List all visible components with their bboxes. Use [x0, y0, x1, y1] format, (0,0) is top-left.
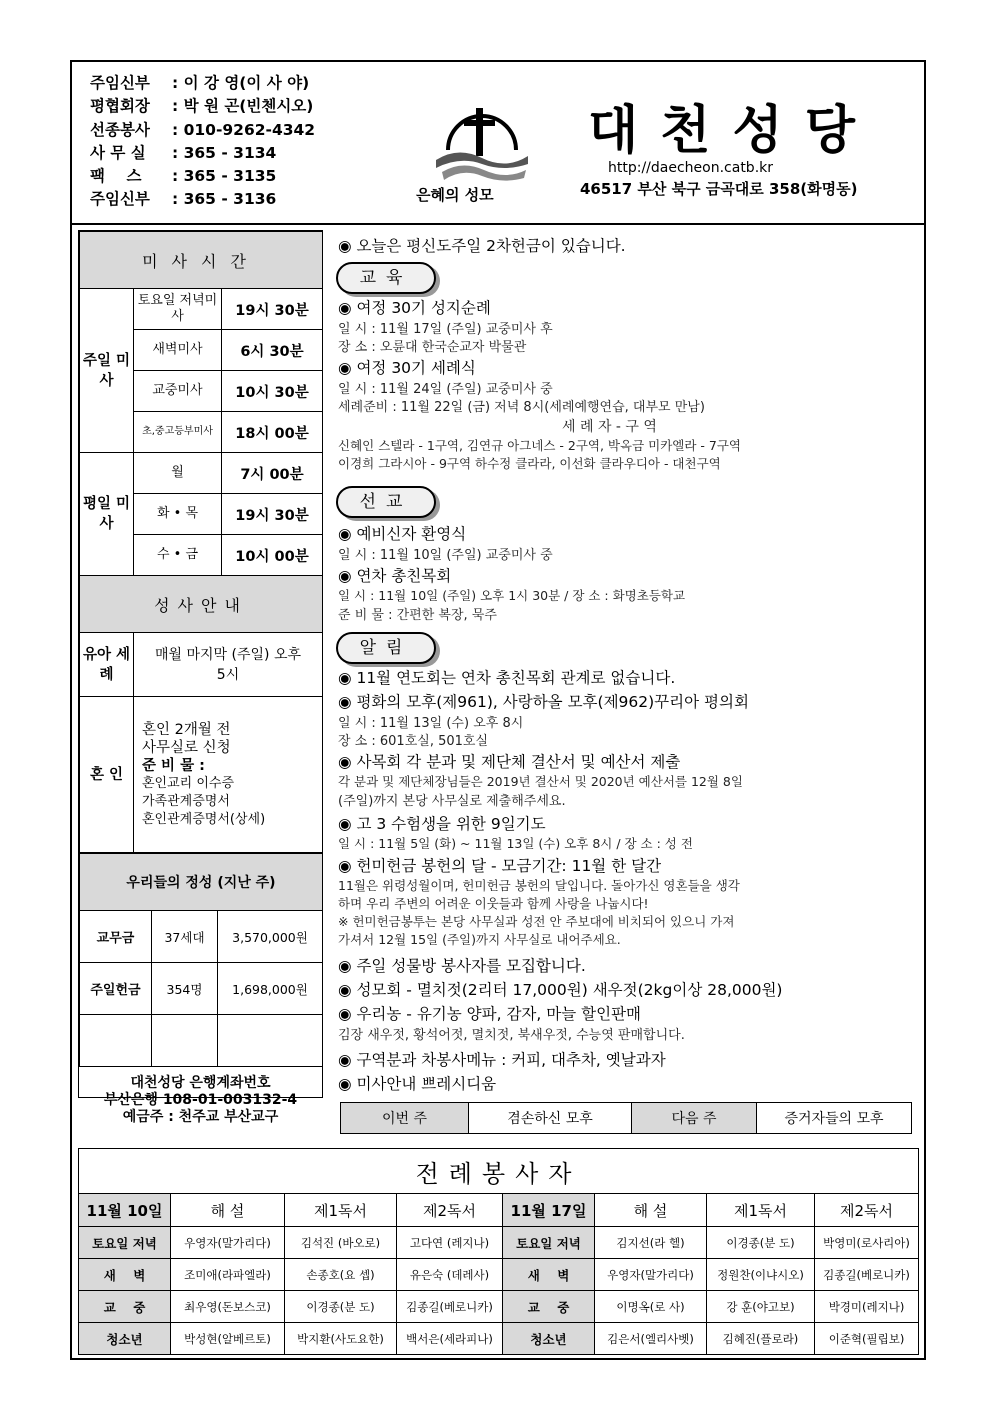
notice-subheading: 세 례 자 - 구 역: [562, 419, 657, 435]
notice-detail: 준 비 물 : 간편한 복장, 묵주: [338, 608, 497, 623]
notice-title: ◉ 평화의 모후(제961), 사랑하올 모후(제962)꾸리아 평의회: [338, 693, 749, 711]
row-label: 토요일 저녁: [79, 1227, 171, 1259]
server-name: 정원찬(이냐시오): [707, 1259, 815, 1291]
liturgy-date: 11월 17일: [503, 1194, 595, 1227]
server-name: 백서은(세라피나): [397, 1323, 503, 1355]
infant-baptism-label: 유아 세례: [80, 633, 134, 697]
server-name: 김종길(베로니카): [397, 1291, 503, 1323]
marriage-label: 혼 인: [80, 697, 134, 853]
next-week-label: 다음 주: [632, 1103, 757, 1134]
mass-time: 18시 00분: [222, 412, 323, 453]
contact-row: 주임신부 : 이 강 영(이 사 야): [90, 74, 310, 92]
offering-name: 주일헌금: [80, 963, 152, 1015]
server-name: 이경종(분 도): [285, 1291, 397, 1323]
notice-detail: 장 소 : 601호실, 501호실: [338, 734, 489, 749]
praesidium-table: [340, 1102, 912, 1134]
mass-time: 19시 30분: [222, 494, 323, 535]
row-label: 새 벽: [79, 1259, 171, 1291]
weekday-mass-label: 평일 미사: [80, 453, 134, 576]
notice-detail: 일 시 : 11월 10일 (주일) 교중미사 중: [338, 548, 553, 563]
column-header: 제2독서: [397, 1194, 503, 1227]
row-label: 교 중: [79, 1291, 171, 1323]
server-name: 최우영(돈보스코): [171, 1291, 285, 1323]
server-name: 이준혁(필립보): [815, 1323, 919, 1355]
contact-row: 팩 스 : 365 - 3135: [90, 167, 277, 186]
mass-name: 새벽미사: [134, 330, 222, 371]
logo-caption: 은혜의 성모: [416, 186, 494, 204]
row-label: 토요일 저녁: [503, 1227, 595, 1259]
notice-detail: 일 시 : 11월 24일 (주일) 교중미사 중: [338, 382, 553, 397]
column-header: 제1독서: [707, 1194, 815, 1227]
server-name: 김지선(라 헬): [595, 1227, 707, 1259]
row-label: 교 중: [503, 1291, 595, 1323]
contact-row: 주임신부 : 365 - 3136: [90, 190, 277, 209]
notice-detail: 일 시 : 11월 13일 (수) 오후 8시: [338, 716, 524, 731]
notice-detail: 일 시 : 11월 5일 (화) ~ 11월 13일 (수) 오후 8시 / 장 소 : 성 전: [338, 836, 693, 851]
server-name: 강 훈(야고보): [707, 1291, 815, 1323]
notice-detail: (주일)까지 본당 사무실로 제출해주세요.: [338, 794, 566, 809]
row-label: 새 벽: [503, 1259, 595, 1291]
section-tag-education: 교육: [336, 262, 436, 294]
mass-name: 화 • 목: [134, 494, 222, 535]
server-name: 고다연 (레지나): [397, 1227, 503, 1259]
notice-title: ◉ 우리농 - 유기농 양파, 감자, 마늘 할인판매: [338, 1005, 642, 1023]
offering-count: 354명: [152, 963, 218, 1015]
notice-detail: 하며 우리 주변의 어려운 이웃들과 함께 사랑을 나눕시다!: [338, 896, 649, 911]
offering-heading: 우리들의 정성 (지난 주): [80, 854, 323, 911]
server-name: 이명옥(로 사): [595, 1291, 707, 1323]
mass-time: 19시 30분: [222, 289, 323, 330]
mass-time: 10시 00분: [222, 535, 323, 576]
table-row: [79, 1259, 919, 1291]
notice-detail: 김장 새우젓, 황석어젓, 멸치젓, 북새우젓, 수능엿 판매합니다.: [338, 1028, 685, 1043]
table-row: [79, 1291, 919, 1323]
server-name: 박경미(레지나): [815, 1291, 919, 1323]
server-name: 김혜진(플로라): [707, 1323, 815, 1355]
notice-title: ◉ 여정 30기 세례식: [338, 359, 476, 377]
server-name: 박지환(사도요한): [285, 1323, 397, 1355]
mass-name: 교중미사: [134, 371, 222, 412]
notice-detail: 일 시 : 11월 17일 (주일) 교중미사 후: [338, 322, 553, 337]
offering-amount: 3,570,000원: [218, 911, 323, 963]
notice-title: ◉ 고 3 수험생을 위한 9일기도: [338, 815, 546, 833]
notice-detail: 일 시 : 11월 10일 (주일) 오후 1시 30분 / 장 소 : 화명초등학교: [338, 588, 686, 603]
offering-empty: [218, 1015, 323, 1067]
server-name: 우영자(말가리다): [171, 1227, 285, 1259]
sunday-mass-label: 주일 미사: [80, 289, 134, 453]
notice-title: ◉ 미사안내 쁘레시디움: [338, 1075, 497, 1093]
server-name: 손종호(요 셉): [285, 1259, 397, 1291]
this-week-label: 이번 주: [341, 1103, 469, 1134]
offering-empty: [152, 1015, 218, 1067]
notice-title: ◉ 사목회 각 분과 및 제단체 결산서 및 예산서 제출: [338, 753, 681, 771]
server-name: 유은숙 (데레사): [397, 1259, 503, 1291]
mass-time: 7시 00분: [222, 453, 323, 494]
mass-heading: 미사시간: [80, 232, 323, 289]
column-header: 해 설: [171, 1194, 285, 1227]
mass-name: 월: [134, 453, 222, 494]
table-row: [79, 1323, 919, 1355]
server-name: 박영미(로사리아): [815, 1227, 919, 1259]
next-week-value: 증거자들의 모후: [757, 1103, 912, 1134]
mass-schedule-table: [79, 231, 323, 853]
server-name: 김석진 (바오로): [285, 1227, 397, 1259]
notice-intro: ◉ 오늘은 평신도주일 2차헌금이 있습니다.: [338, 237, 626, 255]
notice-detail: 11월은 위령성월이며, 헌미헌금 봉헌의 달입니다. 돌아가신 영혼들을 생각: [338, 878, 740, 893]
notice-detail: 신혜인 스텔라 - 1구역, 김연규 아그네스 - 2구역, 박옥금 미카엘라 - 7구역: [338, 438, 741, 453]
offering-empty: [80, 1015, 152, 1067]
notice-title: ◉ 주일 성물방 봉사자를 모집합니다.: [338, 957, 586, 975]
column-header: 제1독서: [285, 1194, 397, 1227]
contact-list: [90, 72, 315, 212]
bulletin-frame: [70, 60, 926, 1360]
this-week-value: 겸손하신 모후: [469, 1103, 632, 1134]
website-link[interactable]: http://daecheon.catb.kr: [608, 160, 774, 176]
notice-title: ◉ 성모회 - 멸치젓(2리터 17,000원) 새우젓(2kg이상 28,000원): [338, 981, 783, 999]
liturgy-title: 전례봉사자: [79, 1149, 919, 1194]
notice-title: ◉ 구역분과 차봉사메뉴 : 커피, 대추차, 옛날과자: [338, 1051, 666, 1069]
mass-name: 토요일 저녁미사: [134, 289, 222, 330]
liturgy-date: 11월 10일: [79, 1194, 171, 1227]
contact-row: 선종봉사 : 010-9262-4342: [90, 120, 316, 139]
server-name: 김은서(엘리사벳): [595, 1323, 707, 1355]
column-header: 해 설: [595, 1194, 707, 1227]
row-label: 청소년: [79, 1323, 171, 1355]
mass-name: 초,중고등부미사: [134, 412, 222, 453]
liturgy-servers-table: [78, 1148, 919, 1355]
server-name: 박성현(알베르토): [171, 1323, 285, 1355]
church-title: 대천성당: [588, 101, 877, 161]
notice-detail: 장 소 : 오륜대 한국순교자 박물관: [338, 340, 527, 355]
contact-row: 평협회장 : 박 원 곤(빈첸시오): [90, 97, 314, 116]
church-address: 46517 부산 북구 금곡대로 358(화명동): [580, 180, 858, 198]
offering-count: 37세대: [152, 911, 218, 963]
server-name: 우영자(말가리다): [595, 1259, 707, 1291]
notice-detail: 이경희 그라시아 - 9구역 하수정 클라라, 이선화 클라우디아 - 대천구역: [338, 456, 721, 471]
notice-title: ◉ 헌미헌금 봉헌의 달 - 모금기간: 11월 한 달간: [338, 857, 662, 875]
offering-amount: 1,698,000원: [218, 963, 323, 1015]
notice-detail: 가셔서 12월 15일 (주일)까지 사무실로 내어주세요.: [338, 932, 621, 947]
row-label: 청소년: [503, 1323, 595, 1355]
notice-detail: 각 분과 및 제단체장님들은 2019년 결산서 및 2020년 예산서를 12월 8일: [338, 774, 743, 789]
notice-title: ◉ 예비신자 환영식: [338, 525, 467, 543]
header: [72, 62, 924, 225]
table-row: [79, 1227, 919, 1259]
marriage-info: 혼인 2개월 전 사무실로 신청 준 비 물 : 혼인교리 이수증 가족관계증명서 혼인관계증명서(상세): [134, 697, 323, 853]
notice-title: ◉ 11월 연도회는 연차 총친목회 관계로 없습니다.: [338, 669, 676, 687]
offering-table: [79, 853, 323, 1067]
church-logo-icon: [428, 90, 534, 190]
notice-detail: ※ 헌미헌금봉투는 본당 사무실과 성전 안 주보대에 비치되어 있으니 가져: [338, 914, 735, 929]
offering-name: 교무금: [80, 911, 152, 963]
section-tag-mission: 선교: [336, 486, 436, 518]
mass-name: 수 • 금: [134, 535, 222, 576]
notice-title: ◉ 연차 총친목회: [338, 567, 452, 585]
column-header: 제2독서: [815, 1194, 919, 1227]
infant-baptism-info: 매월 마지막 (주일) 오후 5시: [134, 633, 323, 697]
left-column: [78, 230, 323, 1125]
sacrament-heading: 성사안내: [80, 576, 323, 633]
server-name: 김종길(베로니카): [815, 1259, 919, 1291]
notice-detail: 세례준비 : 11월 22일 (금) 저녁 8시(세례예행연습, 대부모 만남): [338, 400, 705, 415]
contact-row: 사 무 실 : 365 - 3134: [90, 143, 277, 162]
server-name: 조미애(라파엘라): [171, 1259, 285, 1291]
notice-title: ◉ 여정 30기 성지순례: [338, 299, 491, 317]
mass-time: 6시 30분: [222, 330, 323, 371]
bank-account-info: 대천성당 은행계좌번호 부산은행 108-01-003132-4 예금주 : 천주교 부산교구: [103, 1075, 298, 1125]
mass-time: 10시 30분: [222, 371, 323, 412]
server-name: 이경종(분 도): [707, 1227, 815, 1259]
section-tag-news: 알림: [336, 632, 436, 664]
